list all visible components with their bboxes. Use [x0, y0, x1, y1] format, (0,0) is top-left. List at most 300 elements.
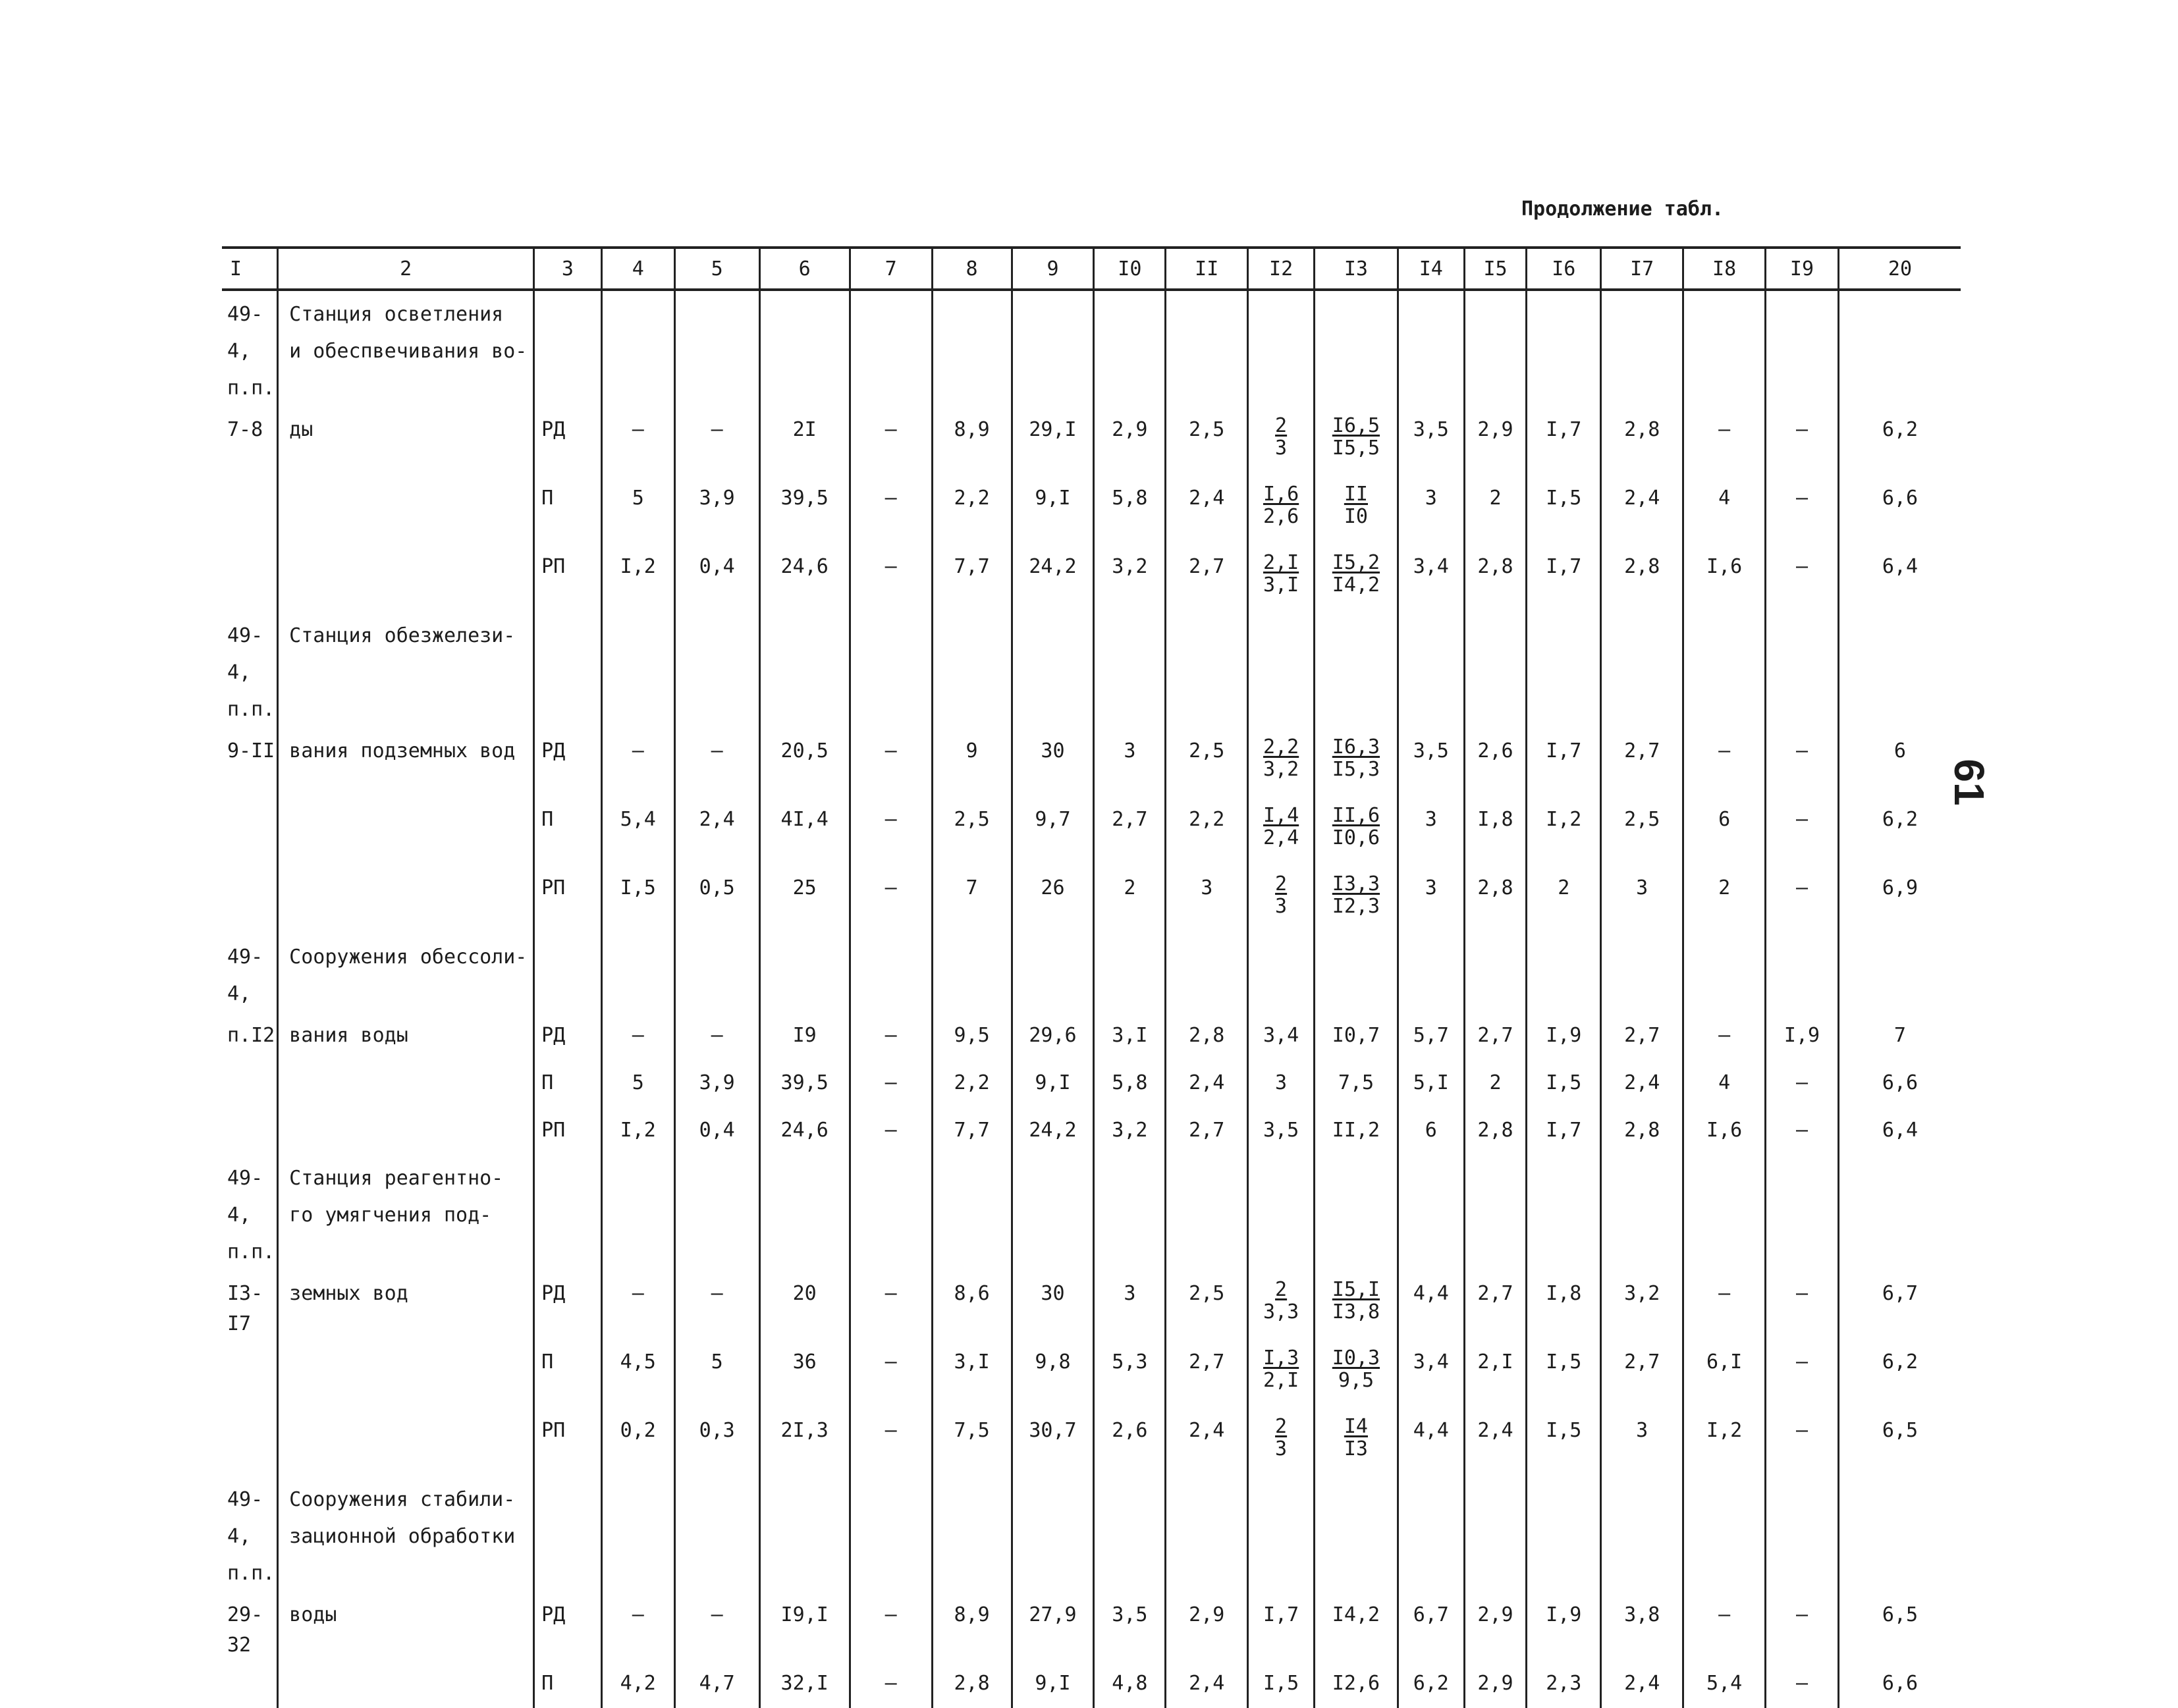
empty-cell	[1094, 612, 1166, 728]
table-cell: –	[850, 1060, 932, 1108]
empty-cell	[534, 934, 602, 1013]
table-cell: 2,8	[1601, 1108, 1683, 1155]
empty-cell	[1838, 934, 1961, 1013]
group-ref-cell	[222, 1661, 278, 1708]
empty-cell	[1012, 290, 1094, 407]
empty-cell	[932, 612, 1012, 728]
table-cell	[1248, 797, 1315, 865]
group-ref-cell	[222, 544, 278, 612]
group-ref-cell	[222, 1339, 278, 1408]
group-name-line: Сооружения стабили-	[289, 1488, 516, 1511]
table-cell: 6,5	[1838, 1592, 1961, 1661]
table-cell: 6,2	[1838, 797, 1961, 865]
fraction-denominator: 9,5	[1338, 1369, 1375, 1392]
table-cell	[1314, 865, 1398, 934]
fraction-numerator: II,6	[1332, 804, 1380, 827]
table-cell: 0,2	[601, 1408, 674, 1476]
group-ref-cell	[222, 407, 278, 475]
table-cell: 6,5	[1838, 1408, 1961, 1476]
row-code-cell: П	[534, 1339, 602, 1408]
table-cell: 5,8	[1094, 1060, 1166, 1108]
table-cell: 2,4	[1601, 1060, 1683, 1108]
table-cell: –	[601, 728, 674, 797]
fraction-denominator: 3	[1275, 437, 1288, 460]
column-header: I9	[1766, 248, 1839, 290]
table-cell: I,8	[1464, 797, 1527, 865]
table-cell: 24,2	[1012, 544, 1094, 612]
column-header: I8	[1683, 248, 1766, 290]
row-code-cell: П	[534, 797, 602, 865]
table-row	[222, 1339, 1961, 1408]
table-cell: –	[674, 1013, 759, 1060]
table-cell: 27,9	[1012, 1592, 1094, 1661]
table-cell: 6,2	[1398, 1661, 1464, 1708]
empty-cell	[1601, 934, 1683, 1013]
table-cell: 2,6	[1464, 728, 1527, 797]
row-code-cell: РП	[534, 1108, 602, 1155]
table-cell: –	[1766, 544, 1839, 612]
table-cell: 2	[1464, 1060, 1527, 1108]
table-cell: 4	[1683, 475, 1766, 544]
table-cell: 2,8	[1166, 1013, 1248, 1060]
table-cell	[1314, 1271, 1398, 1339]
empty-cell	[1314, 1476, 1398, 1592]
table-cell: 3,9	[674, 475, 759, 544]
column-header: I	[222, 248, 278, 290]
group-ref-line: 49-4,	[227, 303, 263, 363]
empty-cell	[674, 612, 759, 728]
table-cell	[1314, 1339, 1398, 1408]
empty-cell	[1464, 1155, 1527, 1271]
table-cell: 9,I	[1012, 1661, 1094, 1708]
table-cell: 30	[1012, 728, 1094, 797]
group-title-row	[222, 1155, 1961, 1271]
table-cell: 4,4	[1398, 1408, 1464, 1476]
table-cell	[1248, 407, 1315, 475]
group-ref-cell	[222, 1108, 278, 1155]
empty-cell	[850, 1155, 932, 1271]
table-cell: 2	[1464, 475, 1527, 544]
group-name-line: Станция обезжелези-	[289, 624, 516, 647]
fraction-denominator: 2,6	[1263, 505, 1299, 528]
table-cell	[1248, 475, 1315, 544]
table-cell: 3	[1601, 1408, 1683, 1476]
group-ref-line: I3-I7	[227, 1282, 263, 1335]
table-row	[222, 1592, 1961, 1661]
table-cell: 3,4	[1248, 1013, 1315, 1060]
fraction-denominator: I5,5	[1332, 437, 1380, 460]
table-cell: 6,6	[1838, 1661, 1961, 1708]
table-cell: 2,2	[932, 475, 1012, 544]
empty-cell	[1527, 1476, 1601, 1592]
table-cell: 3,5	[1398, 728, 1464, 797]
table-cell: 30	[1012, 1271, 1094, 1339]
table-cell: 6,6	[1838, 1060, 1961, 1108]
empty-cell	[1314, 290, 1398, 407]
fraction	[1344, 1416, 1368, 1460]
empty-cell	[1766, 1476, 1839, 1592]
table-cell	[1314, 1408, 1398, 1476]
table-cell: 7,7	[932, 1108, 1012, 1155]
table-cell: 9	[932, 728, 1012, 797]
fraction-denominator: 3	[1275, 895, 1288, 918]
table-cell: 2,8	[1464, 865, 1527, 934]
empty-cell	[601, 1476, 674, 1592]
table-cell	[1248, 728, 1315, 797]
table-cell: 3,5	[1398, 407, 1464, 475]
table-cell: 4,2	[601, 1661, 674, 1708]
group-ref-line: 49-4,	[227, 946, 263, 1005]
table-cell: 9,8	[1012, 1339, 1094, 1408]
column-header: I7	[1601, 248, 1683, 290]
table-cell: I,5	[1527, 1408, 1601, 1476]
empty-cell	[1248, 1476, 1315, 1592]
fraction-numerator: I6,5	[1332, 414, 1380, 437]
table-cell: 2,8	[1464, 544, 1527, 612]
fraction-denominator: 3,I	[1263, 574, 1299, 597]
group-name-line: земных вод	[289, 1282, 408, 1305]
table-cell: 3,4	[1398, 544, 1464, 612]
table-row	[222, 1408, 1961, 1476]
table-row	[222, 1060, 1961, 1108]
empty-cell	[1248, 290, 1315, 407]
empty-cell	[1248, 612, 1315, 728]
column-header: 4	[601, 248, 674, 290]
fraction-denominator: I5,3	[1332, 758, 1380, 781]
table-cell: 2,5	[932, 797, 1012, 865]
table-cell: –	[674, 1592, 759, 1661]
table-cell: I2,6	[1314, 1661, 1398, 1708]
table-cell: –	[1683, 407, 1766, 475]
table-cell: 24,6	[759, 1108, 850, 1155]
empty-cell	[759, 1155, 850, 1271]
table-cell: 2,3	[1527, 1661, 1601, 1708]
table-cell: 36	[759, 1339, 850, 1408]
table-row	[222, 1013, 1961, 1060]
fraction-denominator: I2,3	[1332, 895, 1380, 918]
empty-cell	[1464, 1476, 1527, 1592]
header-row	[222, 248, 1961, 290]
table-cell: 3,I	[1094, 1013, 1166, 1060]
fraction	[1332, 736, 1380, 781]
group-name-cell	[278, 1060, 534, 1108]
group-name-cell	[278, 934, 534, 1013]
empty-cell	[850, 1476, 932, 1592]
group-ref-cell	[222, 797, 278, 865]
empty-cell	[1398, 290, 1464, 407]
group-name-cell	[278, 544, 534, 612]
table-cell: I,5	[1527, 1339, 1601, 1408]
table-row	[222, 1108, 1961, 1155]
empty-cell	[1094, 290, 1166, 407]
table-cell: 6,4	[1838, 1108, 1961, 1155]
fraction-numerator: 2	[1275, 1278, 1288, 1301]
table-cell: 8,6	[932, 1271, 1012, 1339]
group-ref-line: 49-4,	[227, 624, 263, 684]
empty-cell	[1012, 1476, 1094, 1592]
table-cell: –	[1683, 1271, 1766, 1339]
table-cell	[1314, 728, 1398, 797]
table-cell: II,2	[1314, 1108, 1398, 1155]
row-code-cell: РП	[534, 865, 602, 934]
empty-cell	[1166, 1155, 1248, 1271]
group-name-cell	[278, 1271, 534, 1339]
table-cell: 3	[1094, 1271, 1166, 1339]
empty-cell	[1601, 1155, 1683, 1271]
empty-cell	[1314, 1155, 1398, 1271]
table-cell: 2,4	[1166, 1661, 1248, 1708]
empty-cell	[1601, 612, 1683, 728]
table-cell: I,2	[601, 1108, 674, 1155]
table-cell: –	[850, 1271, 932, 1339]
empty-cell	[1527, 934, 1601, 1013]
fraction-denominator: I3	[1344, 1437, 1368, 1460]
fraction-denominator: I0	[1344, 505, 1368, 528]
table-cell: 2,4	[1166, 1060, 1248, 1108]
table-cell: –	[850, 407, 932, 475]
table-cell: –	[601, 1271, 674, 1339]
row-code-cell: РД	[534, 407, 602, 475]
table-cell: 2,4	[1464, 1408, 1527, 1476]
group-ref-cell	[222, 865, 278, 934]
table-cell: –	[1766, 1060, 1839, 1108]
table-cell: 2,4	[674, 797, 759, 865]
empty-cell	[1683, 934, 1766, 1013]
table-cell: 4	[1683, 1060, 1766, 1108]
table-cell: 2,9	[1464, 407, 1527, 475]
table-cell: –	[1683, 1013, 1766, 1060]
table-cell	[1314, 544, 1398, 612]
table-cell: –	[1683, 1592, 1766, 1661]
table-cell: 6,7	[1398, 1592, 1464, 1661]
row-code-cell: РП	[534, 544, 602, 612]
table-cell: 7,5	[932, 1408, 1012, 1476]
row-code-cell: РД	[534, 1592, 602, 1661]
empty-cell	[850, 290, 932, 407]
group-ref-line: п.п.	[227, 1241, 275, 1264]
empty-cell	[1766, 1155, 1839, 1271]
column-header: I3	[1314, 248, 1398, 290]
empty-cell	[1398, 612, 1464, 728]
column-header: 5	[674, 248, 759, 290]
group-ref-cell	[222, 934, 278, 1013]
column-header: 3	[534, 248, 602, 290]
fraction-numerator: II	[1344, 483, 1368, 506]
table-cell: 7	[932, 865, 1012, 934]
table-cell: 6,4	[1838, 544, 1961, 612]
group-name-line: Станция реагентно-	[289, 1167, 504, 1190]
row-code-cell: РД	[534, 1271, 602, 1339]
column-header: 7	[850, 248, 932, 290]
table-cell: I,7	[1248, 1592, 1315, 1661]
empty-cell	[1527, 1155, 1601, 1271]
table-cell: 5,7	[1398, 1013, 1464, 1060]
table-cell: 2,7	[1166, 544, 1248, 612]
group-ref-line: п.п.	[227, 698, 275, 721]
table-cell: 3,4	[1398, 1339, 1464, 1408]
table-cell: 2,4	[1601, 475, 1683, 544]
table-cell: 2,8	[932, 1661, 1012, 1708]
empty-cell	[759, 934, 850, 1013]
group-name-line: вания подземных вод	[289, 739, 516, 762]
table-cell: I,7	[1527, 1108, 1601, 1155]
column-header: I2	[1248, 248, 1315, 290]
empty-cell	[1838, 612, 1961, 728]
table-cell: 5	[601, 475, 674, 544]
table-cell: 5,4	[601, 797, 674, 865]
table-cell: –	[850, 475, 932, 544]
table-cell: 2,5	[1166, 728, 1248, 797]
empty-cell	[601, 290, 674, 407]
empty-cell	[534, 612, 602, 728]
fraction	[1263, 552, 1299, 597]
table-cell: 6,I	[1683, 1339, 1766, 1408]
column-header: I0	[1094, 248, 1166, 290]
table-cell: 20,5	[759, 728, 850, 797]
table-cell: 0,4	[674, 1108, 759, 1155]
table-cell: 3,5	[1248, 1108, 1315, 1155]
table-cell	[1314, 797, 1398, 865]
fraction-numerator: 2,I	[1263, 551, 1299, 574]
table-row	[222, 797, 1961, 865]
table-cell: 24,2	[1012, 1108, 1094, 1155]
table-cell: –	[1766, 865, 1839, 934]
row-code-cell: РД	[534, 728, 602, 797]
group-name-cell	[278, 728, 534, 797]
table-cell: I,7	[1527, 728, 1601, 797]
table-cell: 8,9	[932, 407, 1012, 475]
fraction	[1275, 873, 1287, 918]
table-cell: 2	[1527, 865, 1601, 934]
table-cell	[1248, 1271, 1315, 1339]
empty-cell	[1012, 934, 1094, 1013]
table-cell: 2,4	[1166, 475, 1248, 544]
empty-cell	[1464, 290, 1527, 407]
table-cell: –	[850, 728, 932, 797]
group-name-cell	[278, 1408, 534, 1476]
fraction	[1263, 805, 1299, 849]
empty-cell	[1094, 934, 1166, 1013]
table-cell: 2I,3	[759, 1408, 850, 1476]
fraction-denominator: 3,3	[1263, 1300, 1299, 1323]
table-cell: –	[1766, 1108, 1839, 1155]
group-title-row	[222, 1476, 1961, 1592]
group-ref-cell	[222, 612, 278, 728]
empty-cell	[932, 290, 1012, 407]
empty-cell	[601, 934, 674, 1013]
table-caption: Продолжение табл.	[1521, 198, 1724, 221]
empty-cell	[1398, 934, 1464, 1013]
group-name-cell	[278, 612, 534, 728]
table-body	[222, 290, 1961, 1708]
table-cell: 2,8	[1464, 1108, 1527, 1155]
fraction-numerator: I6,3	[1332, 735, 1380, 759]
table-cell: –	[850, 1013, 932, 1060]
fraction	[1263, 736, 1299, 781]
table-cell: 4,7	[674, 1661, 759, 1708]
group-name-line: зационной обработки	[289, 1525, 516, 1548]
column-header: I4	[1398, 248, 1464, 290]
table-cell: –	[850, 797, 932, 865]
table-cell: 2	[1683, 865, 1766, 934]
table-cell: 9,I	[1012, 1060, 1094, 1108]
fraction-denominator: 2,I	[1263, 1369, 1299, 1392]
table-cell: 2,5	[1166, 407, 1248, 475]
fraction-denominator: I4,2	[1332, 574, 1380, 597]
table-cell: 6	[1838, 728, 1961, 797]
empty-cell	[1166, 1476, 1248, 1592]
table-cell: –	[674, 407, 759, 475]
table-cell: –	[850, 544, 932, 612]
table-cell: 3,2	[1601, 1271, 1683, 1339]
table-cell: –	[1766, 1271, 1839, 1339]
empty-cell	[932, 1155, 1012, 1271]
group-ref-cell	[222, 475, 278, 544]
table-cell: –	[601, 1592, 674, 1661]
table-cell: 2,5	[1166, 1271, 1248, 1339]
fraction	[1275, 415, 1287, 460]
fraction-numerator: 2	[1275, 872, 1288, 895]
table-cell: I,2	[1527, 797, 1601, 865]
table-cell: I,8	[1527, 1271, 1601, 1339]
empty-cell	[601, 1155, 674, 1271]
table-cell: 2,4	[1601, 1661, 1683, 1708]
table-cell: 2,2	[1166, 797, 1248, 865]
table-cell: 6,2	[1838, 1339, 1961, 1408]
table-cell: 3	[1601, 865, 1683, 934]
empty-cell	[1766, 612, 1839, 728]
group-ref-cell	[222, 728, 278, 797]
table-cell: –	[1683, 728, 1766, 797]
fraction-numerator: I,6	[1263, 483, 1299, 506]
table-cell: 2,9	[1094, 407, 1166, 475]
table-cell: I0,7	[1314, 1013, 1398, 1060]
table-cell: –	[850, 1408, 932, 1476]
group-ref-line: п.I2	[227, 1024, 275, 1047]
table-cell: 9,7	[1012, 797, 1094, 865]
group-name-cell	[278, 1592, 534, 1661]
empty-cell	[1464, 934, 1527, 1013]
table-cell: 2,7	[1601, 1013, 1683, 1060]
table-cell: 3	[1398, 797, 1464, 865]
group-ref-line: 9-II	[227, 739, 275, 762]
empty-cell	[1314, 612, 1398, 728]
fraction-numerator: I5,I	[1332, 1278, 1380, 1301]
table-row	[222, 728, 1961, 797]
empty-cell	[850, 934, 932, 1013]
table-cell: 8,9	[932, 1592, 1012, 1661]
column-header: 6	[759, 248, 850, 290]
row-code-cell: РП	[534, 1408, 602, 1476]
empty-cell	[674, 1476, 759, 1592]
table-cell: 4,4	[1398, 1271, 1464, 1339]
group-name-cell	[278, 797, 534, 865]
table-cell: 5	[601, 1060, 674, 1108]
table-cell: 5,I	[1398, 1060, 1464, 1108]
empty-cell	[534, 290, 602, 407]
table-cell: 2,7	[1601, 1339, 1683, 1408]
empty-cell	[1601, 1476, 1683, 1592]
group-ref-line: 49-4,	[227, 1167, 263, 1227]
table-cell	[1248, 865, 1315, 934]
table-cell	[1248, 544, 1315, 612]
group-name-line: воды	[289, 1603, 337, 1626]
group-ref-cell	[222, 1013, 278, 1060]
empty-cell	[674, 934, 759, 1013]
table-cell: 2,I	[1464, 1339, 1527, 1408]
fraction	[1263, 483, 1299, 528]
table-cell: I,5	[1527, 475, 1601, 544]
